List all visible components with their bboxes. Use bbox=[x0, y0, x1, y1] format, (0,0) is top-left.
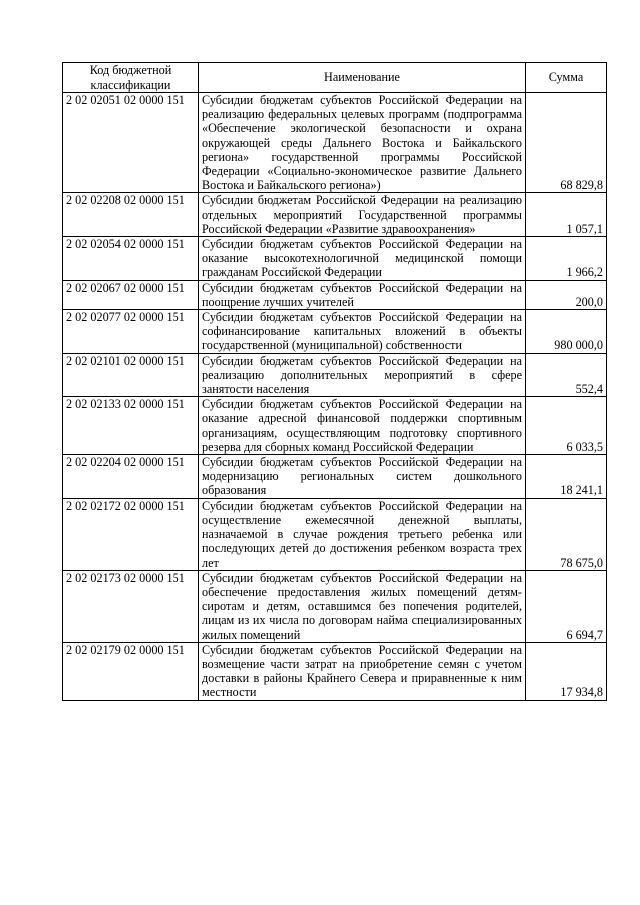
sum-cell: 68 829,8 bbox=[526, 93, 607, 193]
table-row bbox=[63, 93, 607, 193]
sum-cell: 6 033,5 bbox=[526, 397, 607, 455]
name-cell: Субсидии бюджетам субъектов Российской Федерации на оказание высокотехнологичной медицинской помощи гражданам Российской Федерации bbox=[199, 237, 526, 281]
header-name: Наименование bbox=[199, 63, 526, 93]
budget-code-cell: 2 02 02051 02 0000 151 bbox=[63, 93, 199, 193]
budget-code-cell: 2 02 02067 02 0000 151 bbox=[63, 280, 199, 309]
sum-cell: 6 694,7 bbox=[526, 570, 607, 642]
name-cell: Субсидии бюджетам субъектов Российской Федерации на реализацию дополнительных мероприятий в сфере занятости населения bbox=[199, 353, 526, 397]
table-row bbox=[63, 353, 607, 397]
table-row bbox=[63, 570, 607, 642]
table-row bbox=[63, 455, 607, 499]
header-sum: Сумма bbox=[526, 63, 607, 93]
budget-code-cell: 2 02 02173 02 0000 151 bbox=[63, 570, 199, 642]
table-row bbox=[63, 237, 607, 281]
budget-code-cell: 2 02 02172 02 0000 151 bbox=[63, 498, 199, 570]
table-row bbox=[63, 498, 607, 570]
table-row bbox=[63, 397, 607, 455]
sum-cell: 980 000,0 bbox=[526, 310, 607, 354]
budget-subsidies-table bbox=[62, 62, 607, 701]
name-cell: Субсидии бюджетам субъектов Российской Федерации на софинансирование капитальных вложений в объекты государственной (муниципальной) собственности bbox=[199, 310, 526, 354]
table-row bbox=[63, 310, 607, 354]
table-header bbox=[63, 63, 607, 93]
budget-code-cell: 2 02 02054 02 0000 151 bbox=[63, 237, 199, 281]
sum-cell: 552,4 bbox=[526, 353, 607, 397]
name-cell: Субсидии бюджетам субъектов Российской Федерации на оказание адресной финансовой поддержки спортивным организациям, осуществляющим подготовку спортивного резерва для сборных команд Российской Федерации bbox=[199, 397, 526, 455]
sum-cell: 17 934,8 bbox=[526, 642, 607, 700]
sum-cell: 1 966,2 bbox=[526, 237, 607, 281]
sum-cell: 200,0 bbox=[526, 280, 607, 309]
name-cell: Субсидии бюджетам субъектов Российской Федерации на поощрение лучших учителей bbox=[199, 280, 526, 309]
table-body bbox=[63, 93, 607, 701]
name-cell: Субсидии бюджетам субъектов Российской Федерации на обеспечение предоставления жилых помещений детям-сиротам и детям, оставшимся без попечения родителей, лицам из их числа по договорам найма специализированных жилых помещений bbox=[199, 570, 526, 642]
name-cell: Субсидии бюджетам Российской Федерации на реализацию отдельных мероприятий Государственной программы Российской Федерации «Развитие здравоохранения» bbox=[199, 193, 526, 237]
name-cell: Субсидии бюджетам субъектов Российской Федерации на модернизацию региональных систем дошкольного образования bbox=[199, 455, 526, 499]
header-code: Код бюджетной классификации bbox=[63, 63, 199, 93]
table-row bbox=[63, 642, 607, 700]
budget-code-cell: 2 02 02208 02 0000 151 bbox=[63, 193, 199, 237]
name-cell: Субсидии бюджетам субъектов Российской Федерации на осуществление ежемесячной денежной выплаты, назначаемой в случае рождения третьего ребенка или последующих детей до достижения ребенком возраста трех лет bbox=[199, 498, 526, 570]
table-row bbox=[63, 280, 607, 309]
table-row bbox=[63, 193, 607, 237]
budget-code-cell: 2 02 02179 02 0000 151 bbox=[63, 642, 199, 700]
sum-cell: 18 241,1 bbox=[526, 455, 607, 499]
sum-cell: 1 057,1 bbox=[526, 193, 607, 237]
budget-code-cell: 2 02 02133 02 0000 151 bbox=[63, 397, 199, 455]
table-header-row bbox=[63, 63, 607, 93]
name-cell: Субсидии бюджетам субъектов Российской Федерации на реализацию федеральных целевых программ (подпрограмма «Обеспечение экологической безопасности и охрана окружающей среды Дальнего Востока и Байкальского региона» государственной программы Российской Федерации «Социально-экономическое развитие Дальнего Востока и Байкальского региона») bbox=[199, 93, 526, 193]
document-page bbox=[62, 62, 606, 701]
budget-code-cell: 2 02 02101 02 0000 151 bbox=[63, 353, 199, 397]
sum-cell: 78 675,0 bbox=[526, 498, 607, 570]
name-cell: Субсидии бюджетам субъектов Российской Федерации на возмещение части затрат на приобретение семян с учетом доставки в районы Крайнего Севера и приравненные к ним местности bbox=[199, 642, 526, 700]
budget-code-cell: 2 02 02204 02 0000 151 bbox=[63, 455, 199, 499]
budget-code-cell: 2 02 02077 02 0000 151 bbox=[63, 310, 199, 354]
